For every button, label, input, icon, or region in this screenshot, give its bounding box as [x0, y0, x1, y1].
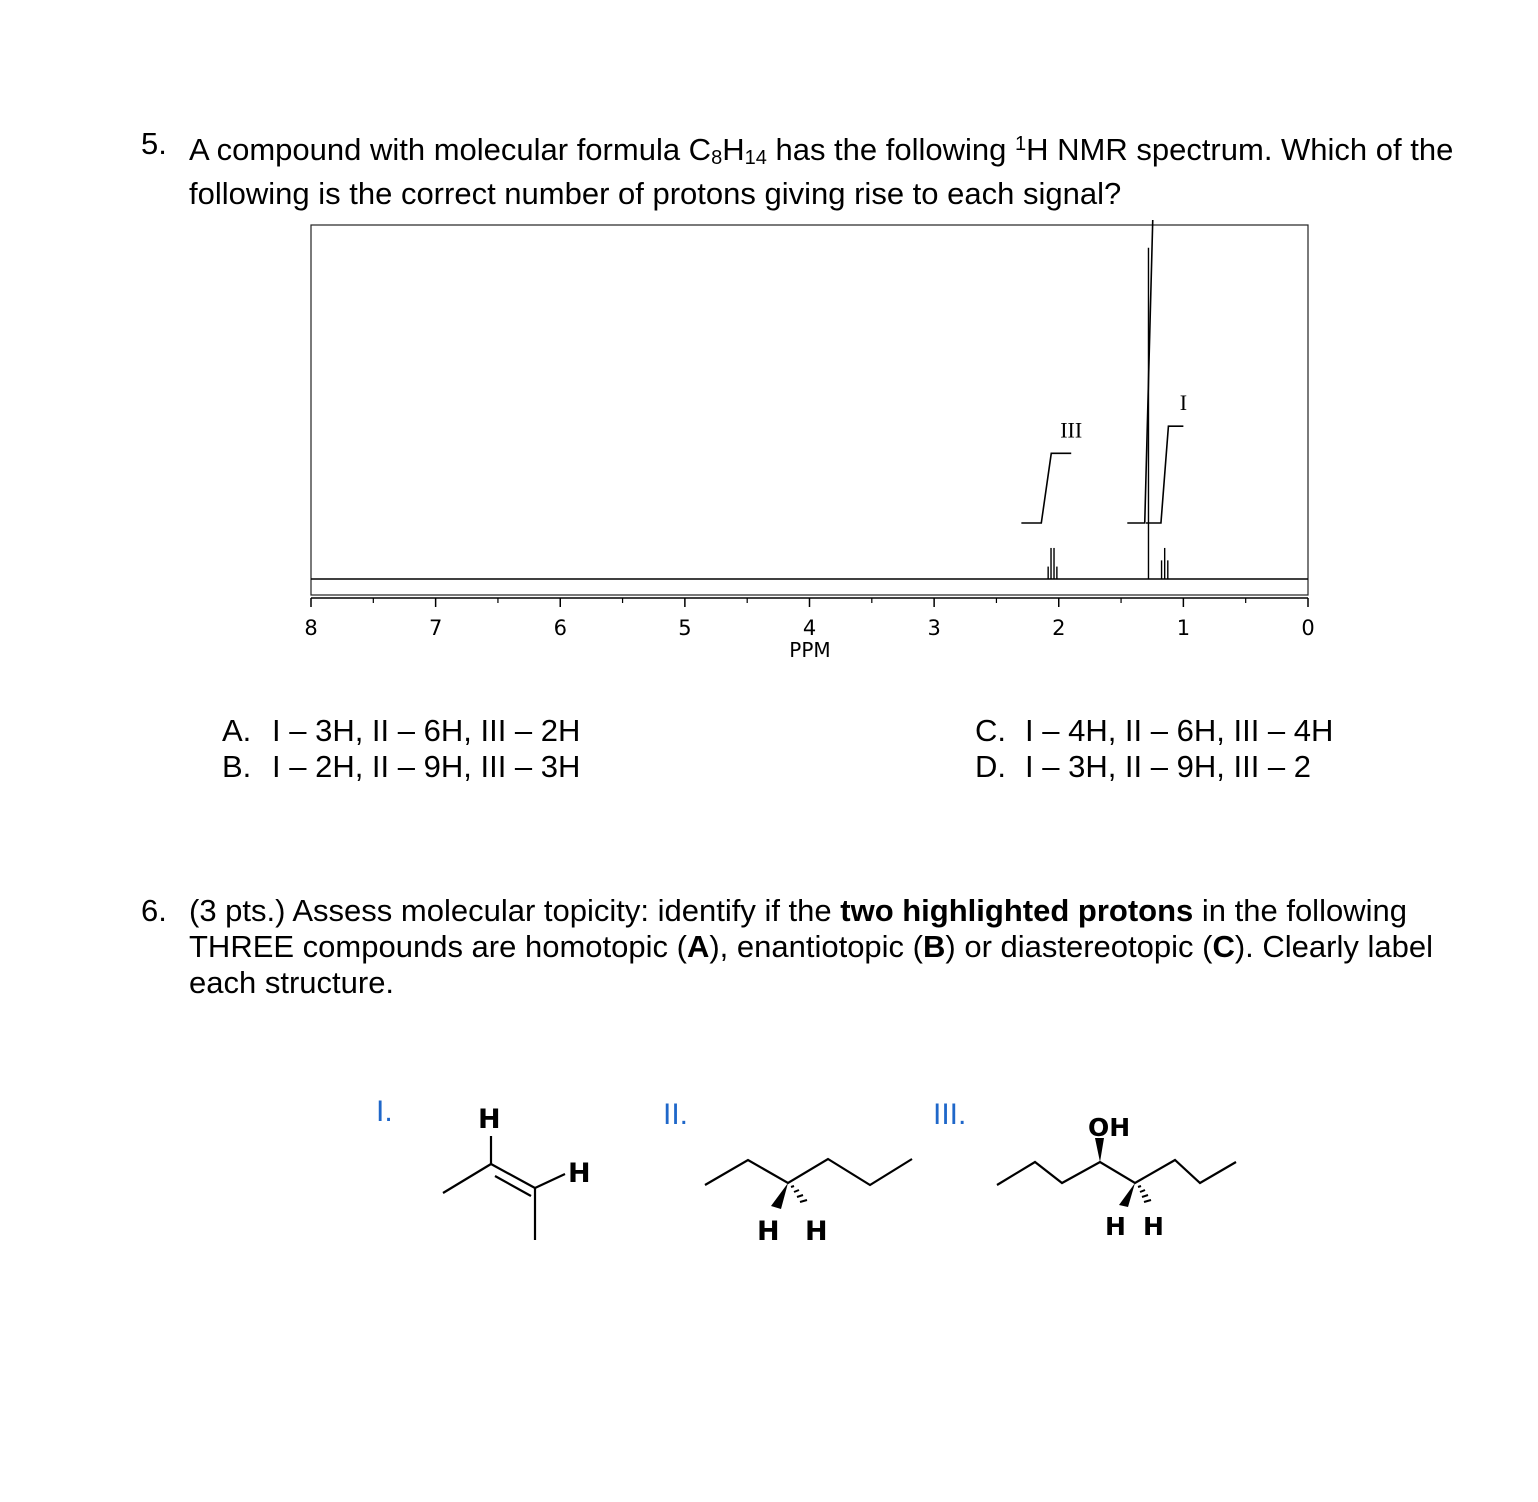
option-d	[975, 749, 1311, 785]
q5-sup-1: 1	[1015, 133, 1027, 155]
option-text: I – 4H, II – 6H, III – 4H	[1025, 713, 1334, 748]
plot-frame	[311, 225, 1308, 595]
q6-text: each structure.	[189, 965, 395, 1000]
tick-label: 6	[553, 616, 567, 640]
wedge-bond	[771, 1183, 788, 1209]
option-text: I – 2H, II – 9H, III – 3H	[272, 749, 581, 784]
integral-curve-III	[1021, 453, 1071, 523]
atom-h: H	[568, 1158, 591, 1189]
q5-text-b: H	[722, 132, 745, 167]
option-letter: D.	[975, 749, 1006, 784]
q6-bold-c: C	[1212, 929, 1235, 964]
question-text	[189, 126, 1453, 212]
structure-label-i: I.	[376, 1095, 393, 1128]
q6-text: THREE compounds are homotopic (	[189, 929, 687, 964]
q5-text-d: H NMR spectrum. Which of the	[1026, 132, 1454, 167]
peaks-group	[1048, 248, 1168, 579]
structure-label-iii: III.	[933, 1098, 967, 1131]
option-letter: C.	[975, 713, 1006, 748]
nmr-spectrum	[300, 220, 1320, 670]
q5-sub-8: 8	[711, 147, 723, 169]
q6-bold-b: B	[923, 929, 946, 964]
q5-text-c: has the following	[766, 132, 1015, 167]
atom-h: H	[805, 1216, 828, 1247]
option-letter: B.	[222, 749, 252, 784]
option-b	[222, 749, 580, 785]
question-number: 6.	[141, 893, 167, 928]
wedge-bond	[1119, 1183, 1135, 1207]
tick-label: 2	[1052, 616, 1066, 640]
atom-h: H	[478, 1104, 501, 1135]
question-number: 5.	[141, 126, 167, 161]
atom-h: H	[1143, 1212, 1164, 1241]
structure-label-ii: II.	[663, 1098, 689, 1131]
hash-bond	[1138, 1186, 1151, 1202]
tick-label: 5	[678, 616, 692, 640]
tick-label: 7	[428, 616, 443, 640]
integral-label-I: I	[1179, 390, 1188, 416]
x-axis-label: PPM	[789, 638, 831, 662]
structure-ii	[705, 1159, 912, 1206]
q6-text: ) or diastereotopic (	[945, 929, 1213, 964]
hash-bond	[791, 1186, 807, 1202]
atom-h: H	[1105, 1212, 1126, 1241]
atom-oh: OH	[1088, 1113, 1131, 1142]
question-text	[189, 893, 1433, 1001]
q5-sub-14: 14	[744, 147, 767, 169]
structure-i	[443, 1136, 565, 1240]
tick-label: 0	[1301, 616, 1315, 640]
integral-label-III: III	[1060, 417, 1083, 443]
tick-label: 8	[304, 616, 318, 640]
q6-text: (3 pts.) Assess molecular topicity: identify if the	[189, 893, 841, 928]
tick-label: 3	[927, 616, 941, 640]
structures-drawing	[0, 1080, 1538, 1280]
integrals-group	[1021, 220, 1187, 523]
option-text: I – 3H, II – 9H, III – 2	[1025, 749, 1312, 784]
integral-curve-I	[1146, 426, 1183, 523]
atom-h: H	[757, 1216, 780, 1247]
q6-text: ). Clearly label	[1234, 929, 1433, 964]
tick-label: 1	[1176, 616, 1191, 640]
option-c	[975, 713, 1333, 749]
q5-line-2: following is the correct number of protons giving rise to each signal?	[189, 176, 1122, 211]
option-letter: A.	[222, 713, 252, 748]
structure-iii	[997, 1160, 1236, 1185]
option-a	[222, 713, 580, 749]
q6-text: ), enantiotopic (	[709, 929, 923, 964]
q5-text-a: A compound with molecular formula C	[189, 132, 712, 167]
tick-label: 4	[802, 616, 817, 640]
q6-bold-a: A	[686, 929, 710, 964]
x-ticks	[304, 598, 1314, 640]
q6-bold: two highlighted protons	[840, 893, 1194, 928]
option-text: I – 3H, II – 6H, III – 2H	[272, 713, 581, 748]
q6-text: in the following	[1193, 893, 1407, 928]
